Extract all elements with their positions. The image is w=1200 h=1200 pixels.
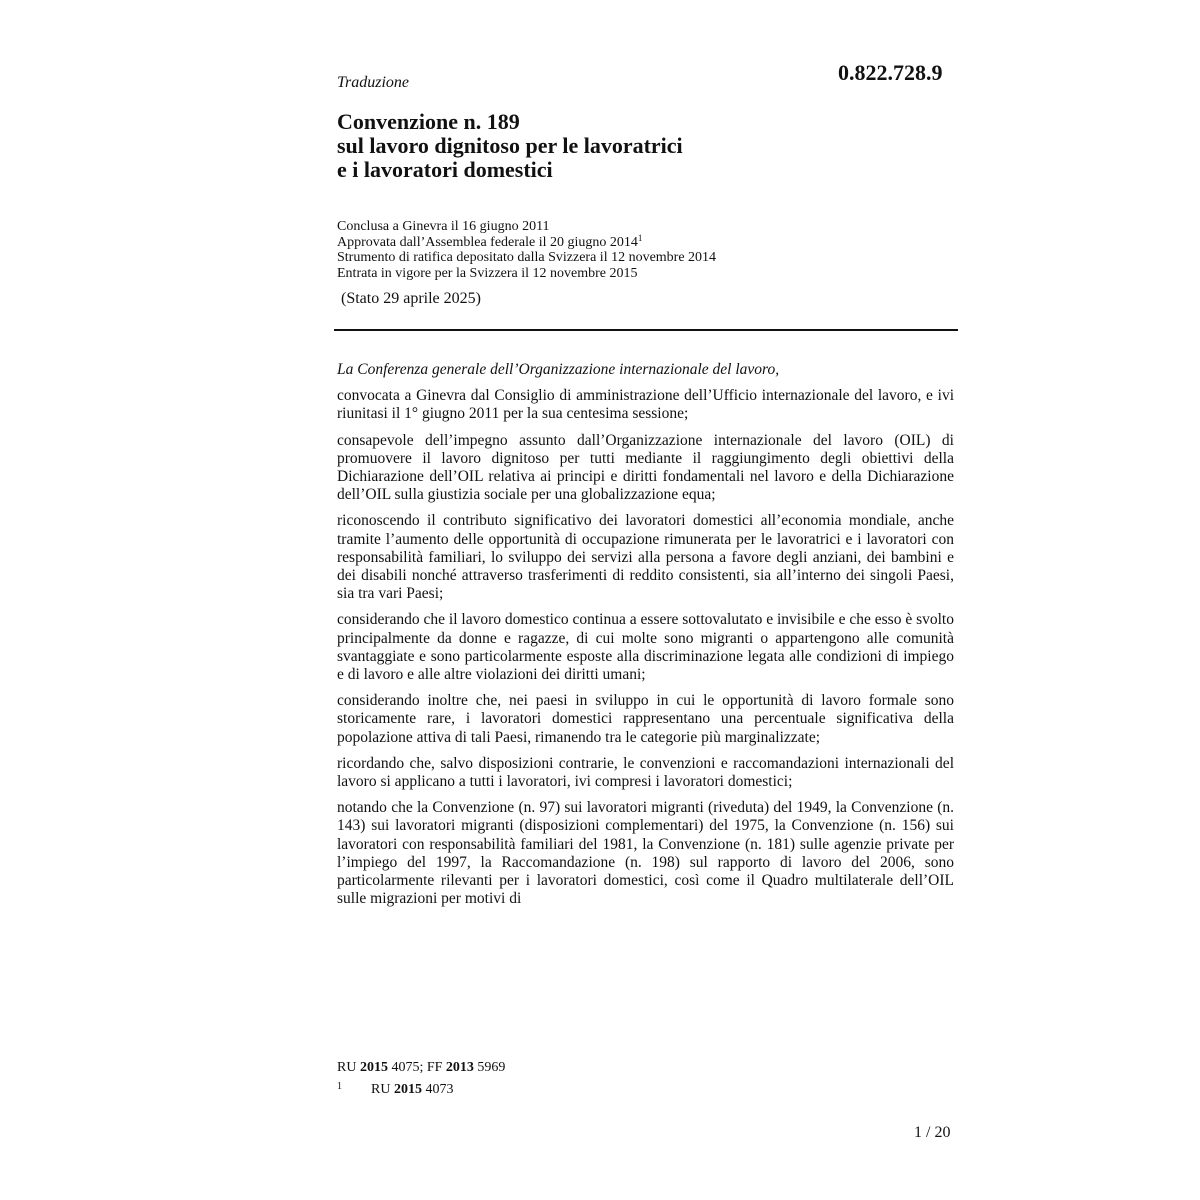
footnotes [337,1058,505,1099]
ff-page: 5969 [477,1060,506,1075]
footnote-mark: 1 [337,1081,342,1092]
preamble-paragraph: considerando inoltre che, nei paesi in sviluppo in cui le opportunità di lavoro formale sono storicamente rare, i lavoratori domestici rappresentano una percentuale significativa della popolazione attiva di tali Paesi, rimanendo tra le categorie più marginalizzate; [337,692,954,746]
title-line: sul lavoro dignitoso per le lavoratrici [337,133,683,158]
header-divider [334,329,958,331]
ru-year: 2015 [359,1060,388,1075]
translation-label: Traduzione [337,74,410,91]
ru-page: 4075; [391,1060,424,1075]
footnote-ru-label: RU [371,1082,391,1097]
preamble-paragraph: riconoscendo il contributo significativo dei lavoratori domestici all’economia mondiale, anche tramite l’aumento delle opportunità di occupazione rimunerata per le lavoratrici e i lavoratori con responsabilità familiari, lo sviluppo dei servizi alla persona a favore degli anziani, dei bambini e dei disabili nonché attraverso trasferimenti di reddito consistenti, sia all’interno dei singoli Paesi, sia tra vari Paesi; [337,512,954,603]
title-line: e i lavoratori domestici [337,157,553,182]
preamble-paragraph: convocata a Ginevra dal Consiglio di amministrazione dell’Ufficio internazionale del lavoro, e ivi riunitasi il 1° giugno 2011 per la sua centesima sessione; [337,387,954,423]
document-meta [337,219,716,281]
status-date: (Stato 29 aprile 2025) [341,290,481,307]
ff-label: FF [426,1060,443,1075]
preamble-paragraph: consapevole dell’impegno assunto dall’Organizzazione internazionale del lavoro (OIL) di promuovere il lavoro dignitoso per tutti mediante il raggiungimento degli obiettivi della Dichiarazione dell’OIL relativa ai principi e diritti fondamentali nel lavoro e della Dichiarazione dell’OIL sulla giustizia sociale per una globalizzazione equa; [337,431,954,504]
footnote-ref[interactable]: 1 [637,232,643,243]
footnote-ru-year: 2015 [393,1082,422,1097]
preamble [337,361,954,916]
page-number: 1 / 20 [914,1124,951,1141]
title-line: Convenzione n. 189 [337,109,520,134]
footnote-1 [337,1077,505,1099]
document-title [337,110,897,182]
preamble-paragraph: notando che la Convenzione (n. 97) sui lavoratori migranti (riveduta) del 1949, la Convenzione (n. 143) sui lavoratori migranti (disposizioni complementari) del 1975, la Convenzione (n. 156) sui lavoratori con responsabilità familiari del 1981, la Convenzione (n. 181) sulle agenzie private per l’impiego del 1997, la Raccomandazione (n. 198) sul rapporto di lavoro del 2006, sono particolarmente rilevanti per i lavoratori domestici, così come il Quadro multilaterale dell’OIL sulle migrazioni per motivi di [337,799,954,908]
meta-concluded: Conclusa a Ginevra il 16 giugno 2011 [337,219,550,234]
meta-approved-text: Approvata dall’Assemblea federale il 20 giugno 2014 [337,234,638,250]
sr-number: 0.822.728.9 [838,60,943,85]
preamble-intro: La Conferenza generale dell’Organizzazione internazionale del lavoro, [337,361,780,378]
meta-ratification: Strumento di ratifica depositato dalla Svizzera il 12 novembre 2014 [337,250,717,265]
ru-label: RU [337,1060,357,1075]
publication-reference [337,1058,505,1077]
preamble-paragraph: considerando che il lavoro domestico continua a essere sottovalutato e invisibile e che esso è svolto principalmente da donne e ragazze, di cui molte sono migranti o appartengono alle comunità svantaggiate e sono particolarmente esposte alla discriminazione legata alle condizioni di impiego e di lavoro e alle altre violazioni dei diritti umani; [337,611,954,684]
ff-year: 2013 [445,1060,474,1075]
meta-approved [337,232,716,251]
preamble-paragraph: ricordando che, salvo disposizioni contrarie, le convenzioni e raccomandazioni internazionali del lavoro si applicano a tutti i lavoratori, ivi compresi i lavoratori domestici; [337,754,954,791]
meta-entry-into-force: Entrata in vigore per la Svizzera il 12 novembre 2015 [337,265,638,281]
footnote-ru-page: 4073 [425,1082,454,1097]
